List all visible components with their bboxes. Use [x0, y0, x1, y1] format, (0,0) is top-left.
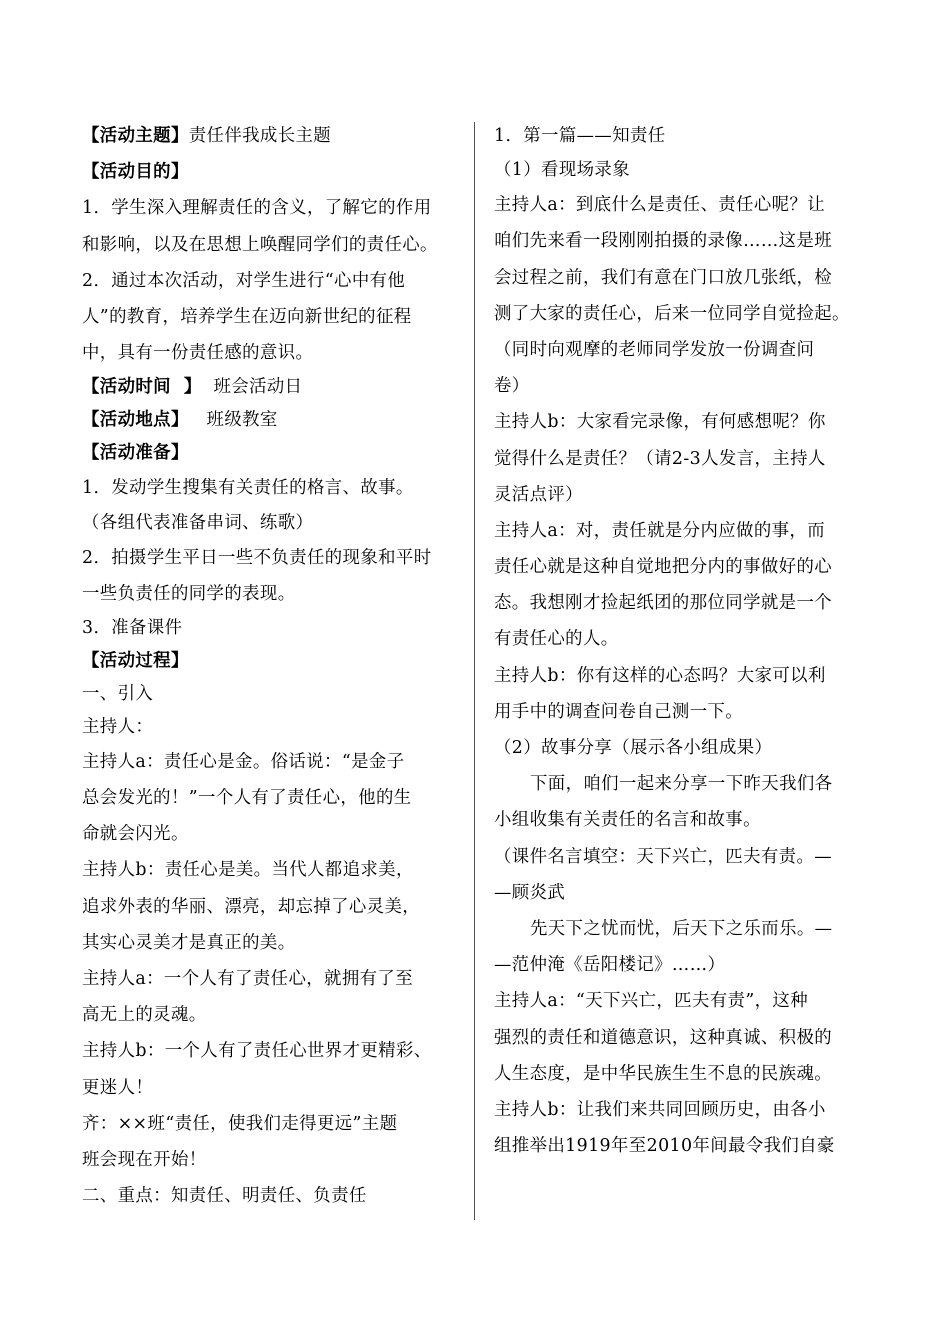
text-line: 用手中的调查问卷自己测一下。 — [494, 701, 744, 722]
right-column — [494, 118, 866, 1164]
text-line: 测了大家的责任心，后来一位同学自觉捡起。 — [494, 303, 850, 324]
text-line: 咱们先来看一段刚刚拍摄的录像……这是班 — [494, 231, 833, 252]
text-line: 主持人a：责任心是金。俗话说：“是金子 — [82, 751, 405, 772]
text-line: 人”的教育，培养学生在迈向新世纪的征程 — [82, 306, 412, 327]
column-divider — [474, 122, 475, 1220]
text-line: （2）故事分享（展示各小组成果） — [494, 738, 773, 758]
text-line: 灵活点评） — [494, 484, 583, 505]
text-line: 主持人b：大家看完录像，有何感想呢？你 — [494, 412, 826, 433]
text-line: 主持人b：责任心是美。当代人都追求美， — [82, 860, 414, 881]
text-line: 卷） — [494, 376, 530, 397]
text-line: 主持人： — [82, 716, 154, 737]
section-heading: 【活动准备】 — [82, 443, 189, 464]
text-line: 组推举出1919年至2010年间最令我们自豪 — [494, 1136, 835, 1157]
text-line: 1．发动学生搜集有关责任的格言、故事。 — [82, 478, 414, 499]
text-line: 主持人a：对，责任就是分内应做的事，而 — [494, 520, 826, 541]
text-line: 主持人b：让我们来共同回顾历史，由各小 — [494, 1099, 826, 1120]
text-line: 中，具有一份责任感的意识。 — [82, 343, 314, 364]
text-line: 【活动主题】责任伴我成长主题 — [82, 126, 332, 146]
text-line: 总会发光的！”一个人有了责任心，他的生 — [82, 788, 412, 809]
section-heading: 【活动过程】 — [82, 650, 189, 671]
text-line: 一、引入 — [82, 683, 154, 704]
text-line: （各组代表准备串词、练歌） — [82, 512, 314, 533]
text-line: —顾炎武 — [494, 882, 566, 903]
text-line: 追求外表的华丽、漂亮，却忘掉了心灵美， — [82, 896, 421, 917]
text-line: 主持人b：你有这样的心态吗？大家可以利 — [494, 665, 826, 686]
text-line: 3．准备课件 — [82, 617, 183, 638]
text-line: 高无上的灵魂。 — [82, 1005, 207, 1026]
text-line: 小组收集有关责任的名言和故事。 — [494, 810, 761, 831]
text-line: 主持人b：一个人有了责任心世界才更精彩、 — [82, 1041, 432, 1062]
text-line: 【活动地点】 班级教室 — [82, 410, 278, 431]
text-line: 齐：××班“责任，使我们走得更远”主题 — [82, 1113, 398, 1134]
text-line: 命就会闪光。 — [82, 824, 189, 845]
text-line: 主持人a：到底什么是责任、责任心呢？让 — [494, 195, 826, 216]
left-column — [82, 118, 460, 1214]
text-line: （1）看现场录象 — [494, 160, 630, 181]
text-line: 觉得什么是责任？（请2-3人发言，主持人 — [494, 448, 826, 469]
text-line: （同时向观摩的老师同学发放一份调查问 — [494, 339, 815, 360]
text-line: 2．拍摄学生平日一些不负责任的现象和平时 — [82, 547, 432, 568]
text-line: （课件名言填空：天下兴亡，匹夫有责。— — [494, 846, 833, 867]
text-line: 主持人a：一个人有了责任心，就拥有了至 — [82, 969, 414, 989]
text-line: 二、重点：知责任、明责任、负责任 — [82, 1186, 367, 1207]
text-line: 1．第一篇——知责任 — [494, 126, 666, 146]
text-line: 有责任心的人。 — [494, 629, 619, 650]
text-line: 1．学生深入理解责任的含义，了解它的作用 — [82, 198, 432, 219]
text-line: 2．通过本次活动，对学生进行“心中有他 — [82, 270, 406, 291]
text-line: 一些负责任的同学的表现。 — [82, 583, 296, 604]
text-line: 【活动时间 】 班会活动日 — [82, 377, 303, 398]
text-line: 班会现在开始！ — [82, 1149, 207, 1170]
text-line: 强烈的责任和道德意识，这种真诚、积极的 — [494, 1027, 833, 1048]
text-line: 态。我想刚才捡起纸团的那位同学就是一个 — [494, 593, 833, 614]
text-line: 主持人a：“天下兴亡，匹夫有责”，这种 — [494, 991, 809, 1012]
text-line: 责任心就是这种自觉地把分内的事做好的心 — [494, 557, 833, 578]
text-line: 其实心灵美才是真正的美。 — [82, 932, 296, 953]
text-line: 更迷人！ — [82, 1077, 154, 1098]
text-line: 人生态度，是中华民族生生不息的民族魂。 — [494, 1063, 833, 1084]
text-line: —范仲淹《岳阳楼记》……） — [494, 955, 726, 976]
text-line: 先天下之忧而忧，后天下之乐而乐。— — [530, 918, 833, 939]
section-heading: 【活动目的】 — [82, 162, 189, 183]
text-line: 和影响，以及在思想上唤醒同学们的责任心。 — [82, 234, 438, 255]
text-line: 下面，咱们一起来分享一下昨天我们各 — [530, 774, 833, 795]
text-line: 会过程之前，我们有意在门口放几张纸，检 — [494, 267, 833, 288]
